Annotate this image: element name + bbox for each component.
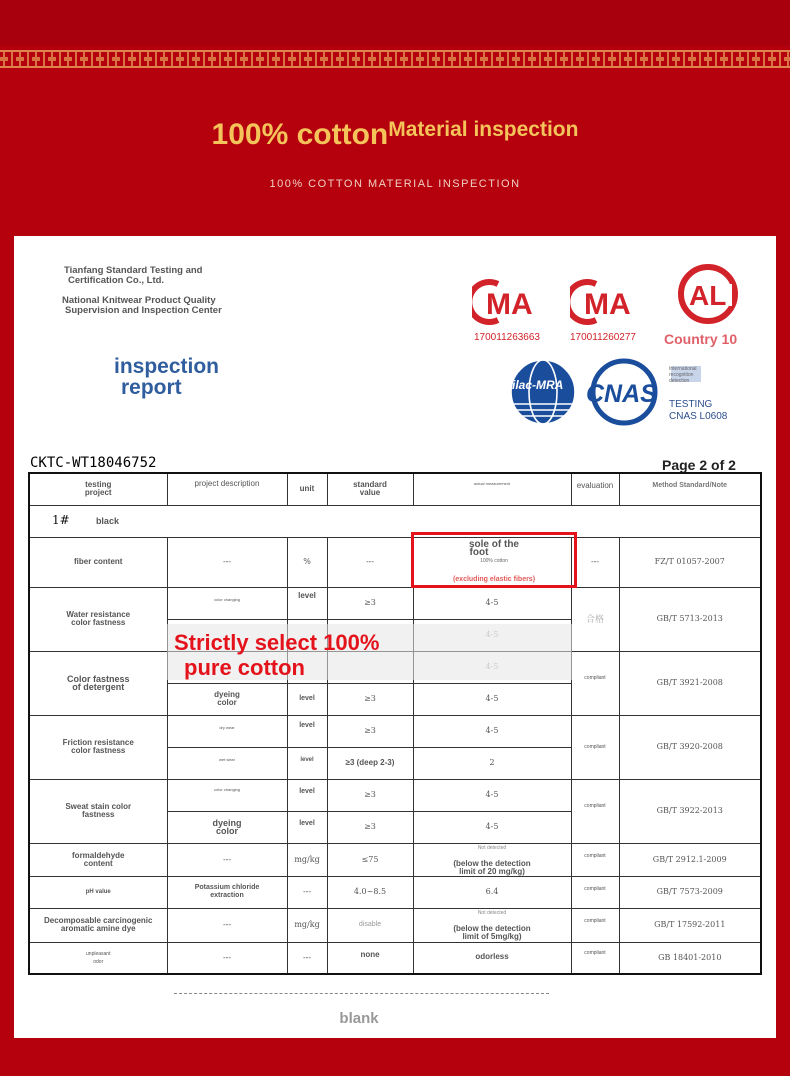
- svg-text:MA: MA: [486, 288, 533, 321]
- overlay-callout: Strictly select 100% pure cotton: [174, 630, 380, 680]
- table-row-detergent-2: dyeing color level ≥3 4-5: [29, 683, 761, 715]
- inspection-report-sheet: [14, 236, 776, 1038]
- cma-number-1: 170011263663: [474, 332, 540, 343]
- ilac-mra-logo-icon: [509, 358, 577, 426]
- table-row-odor: unpleasant odor --- --- none odorless compliant GB 18401-2010: [29, 942, 761, 974]
- banner-subtitle: 100% COTTON MATERIAL INSPECTION: [269, 178, 521, 190]
- testing-cnas: TESTING CNAS L0608: [669, 399, 728, 422]
- banner-title-small: Material inspection: [388, 118, 579, 141]
- header-project: testing project: [29, 473, 167, 505]
- table-row-sweat-2: dyeing color level ≥3 4-5: [29, 811, 761, 843]
- cma-number-2: 170011260277: [570, 332, 636, 343]
- banner-title: [0, 118, 790, 152]
- cal-logo-icon: [674, 262, 746, 330]
- table-row-friction: Friction resistance color fastness dry wear level ≥3 4-5 compliant GB/T 3920-2008: [29, 715, 761, 747]
- inspection-table: [28, 472, 762, 975]
- fiber-result-text: sole of the foot 100% cotton (excluding elastic fibers): [452, 539, 536, 583]
- end-divider: [174, 993, 549, 994]
- table-header-row: [29, 473, 761, 505]
- svg-text:MA: MA: [584, 288, 631, 321]
- sample-number: 1#: [52, 513, 70, 527]
- iaf-text: International recognition detection: [669, 366, 697, 384]
- cma-logo-icon: [472, 278, 544, 326]
- report-number: CKTC-WT18046752: [30, 455, 157, 471]
- header-method: Method Standard/Note: [619, 473, 761, 505]
- top-banner-bar: [0, 0, 790, 46]
- org-knitwear-center: National Knitwear Product Quality Supervision and Inspection Center: [62, 295, 222, 316]
- header-measurement: actual measurement: [413, 473, 571, 505]
- svg-text:ilac-MRA: ilac-MRA: [512, 378, 564, 392]
- header-standard: standard value: [327, 473, 413, 505]
- table-row-sweat: Sweat stain color fastness color changing level ≥3 4-5 compliant GB/T 3922-2013: [29, 779, 761, 811]
- header-description: project description: [167, 473, 287, 505]
- fret-border-decoration: [0, 50, 790, 68]
- header-unit: unit: [287, 473, 327, 505]
- cnas-logo-icon: [584, 358, 668, 426]
- table-row-water: Water resistance color fastness color changing level ≥3 4-5 合格 GB/T 5713-2013: [29, 587, 761, 619]
- header-evaluation: evaluation: [571, 473, 619, 505]
- table-row-formaldehyde: formaldehyde content --- mg/kg ≤75 Not detected (below the detection limit of 20 mg/kg) compliant GB/T 2912.1-2009: [29, 843, 761, 876]
- org-tianfang: Tianfang Standard Testing and Certification Co., Ltd.: [64, 265, 203, 286]
- cma-logo-2-icon: [570, 278, 642, 326]
- banner-title-big: 100% cotton: [211, 118, 389, 151]
- fiber-name: fiber content: [29, 537, 167, 587]
- country-label: Country 10: [664, 331, 738, 347]
- svg-text:AL: AL: [689, 280, 727, 311]
- report-title: inspection report: [114, 355, 220, 399]
- blank-label: blank: [339, 1010, 379, 1027]
- table-row-azo: Decomposable carcinogenic aromatic amine dye --- mg/kg disable Not detected (below the detection limit of 5mg/kg) compliant GB/T 17592-2011: [29, 908, 761, 942]
- table-row-friction-2: wet wear level ≥3 (deep 2-3) 2: [29, 747, 761, 779]
- friction-name: Friction resistance color fastness: [29, 715, 167, 779]
- table-row-detergent: Color fastness of detergent compliant GB/T 3921-2008: [29, 651, 761, 683]
- sweat-name: Sweat stain color fastness: [29, 779, 167, 843]
- table-row-sample: [29, 505, 761, 537]
- table-row-ph: pH value Potassium chloride extraction --- 4.0~8.5 6.4 compliant GB/T 7573-2009: [29, 876, 761, 908]
- svg-text:CNAS: CNAS: [586, 380, 657, 408]
- page-indicator: Page 2 of 2: [662, 457, 736, 473]
- water-name: Water resistance color fastness: [29, 587, 167, 651]
- azo-name: Decomposable carcinogenic aromatic amine dye: [29, 908, 167, 942]
- formaldehyde-name: formaldehyde content: [29, 843, 167, 876]
- fiber-highlight-box: [411, 532, 577, 588]
- detergent-name: Color fastness of detergent: [29, 651, 167, 715]
- table-row-fiber: fiber content --- % --- --- FZ/T 01057-2007: [29, 537, 761, 587]
- sample-color: black: [95, 516, 119, 526]
